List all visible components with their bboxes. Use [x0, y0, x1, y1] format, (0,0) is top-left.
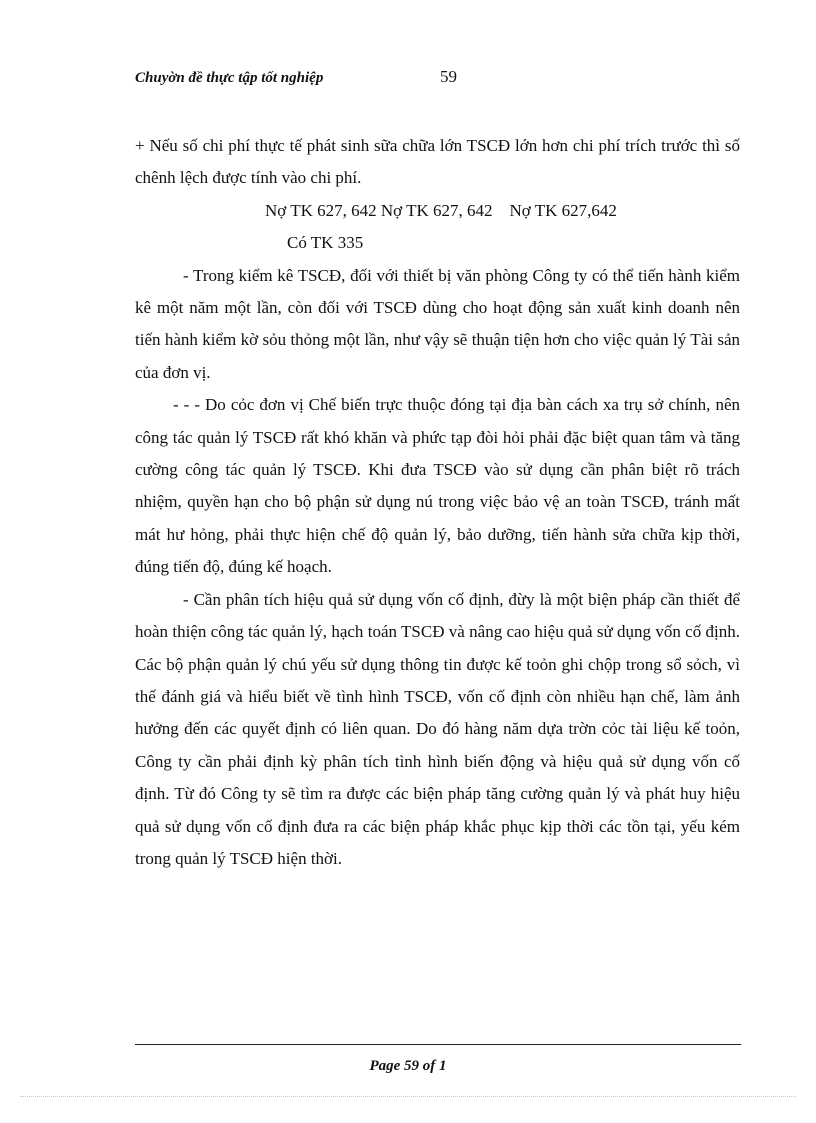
footer-page-label: Page 59 of 1: [369, 1058, 447, 1074]
header-title: Chuyờn đề thực tập tốt nghiệp: [135, 70, 324, 86]
paragraph-3: - - - Do cỏc đơn vị Chế biến trực thuộc đóng tại địa bàn cách xa trụ sở chính, nên công tác quản lý TSCĐ rất khó khăn và phức tạp đòi hỏi phải đặc biệt quan tâm và tăng cường công tác quản lý TSCĐ. Khi đưa TSCĐ vào sử dụng cần phân biệt rõ trách nhiệm, quyền hạn cho bộ phận sử dụng nú trong việc bảo vệ an toàn TSCĐ, tránh mất mát hư hỏng, phải thực hiện chế độ quản lý, bảo dưỡng, tiến hành sửa chữa kịp thời, đúng tiến độ, đúng kế hoạch.: [135, 395, 740, 577]
paragraph-1: + Nếu số chi phí thực tế phát sinh sữa chữa lớn TSCĐ lớn hơn chi phí trích trước thì số chênh lệch được tính vào chi phí.: [135, 136, 740, 188]
formula-credit-line: Có TK 335: [287, 233, 364, 253]
body-text: [135, 130, 740, 875]
formula-debit-line: Nợ TK 627, 642 Nợ TK 627, 642 Nợ TK 627,642: [265, 200, 617, 220]
paragraph-2: - Trong kiểm kê TSCĐ, đối với thiết bị văn phòng Công ty có thể tiến hành kiểm kê một năm một lần, còn đối với TSCĐ dùng cho hoạt động sản xuất kinh doanh nên tiến hành kiểm kờ sỏu thỏng một lần, như vậy sẽ thuận tiện hơn cho việc quản lý Tài sản của đơn vị.: [135, 265, 740, 382]
paragraph-4: - Cần phân tích hiệu quả sử dụng vốn cố định, đừy là một biện pháp cần thiết để hoàn thiện công tác quản lý, hạch toán TSCĐ và nâng cao hiệu quả sử dụng vốn cố định. Các bộ phận quản lý chú yếu sử dụng thông tin được kế toỏn ghi chộp trong sổ sỏch, vì thế đánh giá và hiểu biết về tình hình TSCĐ, vốn cố định còn nhiều hạn chế, làm ảnh hưởng đến các quyết định có liên quan. Do đó hàng năm dựa trờn cỏc tài liệu kế toỏn, Công ty cần phải định kỳ phân tích tình hình biến động và hiệu quả sử dụng vốn cố định. Từ đó Công ty sẽ tìm ra được các biện pháp tăng cường quản lý và phát huy hiệu quả sử dụng vốn cố định đưa ra các biện pháp khắc phục kịp thời các tồn tại, yếu kém trong quản lý TSCĐ hiện thời.: [135, 589, 740, 868]
page-bottom-divider: [20, 1096, 796, 1097]
footer-rule: [135, 1044, 741, 1045]
header-page-number: 59: [440, 67, 457, 86]
